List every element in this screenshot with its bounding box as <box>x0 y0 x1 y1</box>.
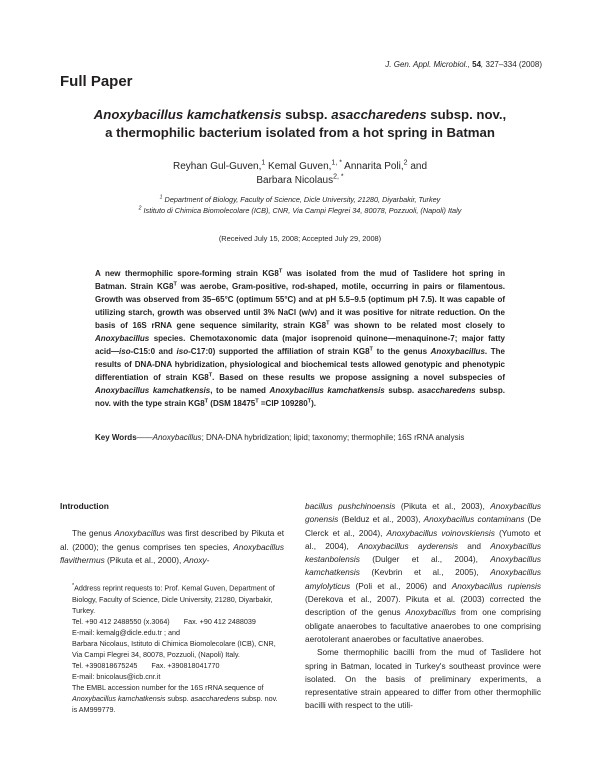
footnote-marker: * <box>72 583 75 590</box>
keyword-list: ; DNA-DNA hybridization; lipid; taxonomy; thermophile; 16S rRNA analysis <box>201 433 465 442</box>
footnote-correspondence: *Address reprint requests to: Prof. Kemal Guven, Department of Biology, Faculty of Science, Dicle University, 21280, Diyarbakir, Turkey. <box>72 583 275 615</box>
affiliation-2 <box>60 206 540 217</box>
paper-title <box>60 106 540 142</box>
introduction-heading: Introduction <box>60 501 109 511</box>
journal-reference: J. Gen. Appl. Microbiol., 54, 327–334 (2008) <box>385 60 542 69</box>
title-species: Anoxybacillus kamchatkensis <box>93 107 282 122</box>
intro-paragraph-1-continued: bacillus pushchinoensis (Pikuta et al., 2003), Anoxybacillus gonensis (Belduz et al., 2003), Anoxybacillus contaminans (De Clerck et al., 2004), Anoxybacillus voinovskiensis (Yumoto et al., 2004), Anoxybacillus ayderensis and Anoxybacillus kestanbolensis (Dulger et al., 2004), Anoxybacillus kamchatkensis (Kevbrin et al., 2005), Anoxybacillus amylolyticus (Poli et al., 2006) and Anoxybacillus rupiensis (Derekova et al., 2007). Pikuta et al. (2003) corrected the description of the genus Anoxybacillus from one comprising obligate anaerobes to facultative anaerobes to one comprising aerotolerant anaerobes or facultative anaerobes. <box>305 501 542 644</box>
footnote-contact-1: Tel. +90 412 2488550 (x.3064) Fax. +90 412 2488039 <box>72 616 256 626</box>
author-affil-marker: 2, * <box>333 173 344 181</box>
footnote-embl: The EMBL accession number for the 16S rRNA sequence of Anoxybacillus kamchatkensis subsp. asaccharedens subsp. nov. is AM999779. <box>72 682 278 714</box>
affiliation-number: 2 <box>138 205 142 212</box>
received-dates: (Received July 15, 2008; Accepted July 29, 2008) <box>218 234 382 243</box>
author-line-1 <box>60 160 540 174</box>
intro-paragraph-2: Some thermophilic bacilli from the mud of Taslidere hot spring in Batman, located in Turkey's southeast province were isolated. On the basis of preliminary experiments, a representative strain appeared to differ from other thermophilic bacilli with respect to the utili- <box>305 647 541 711</box>
affiliation-text: Department of Biology, Faculty of Science, Dicle University, 21280, Diyarbakir, Turkey <box>164 195 441 204</box>
author-affil-marker: 1, * <box>331 159 342 167</box>
footnote-correspondence-2: Barbara Nicolaus, Istituto di Chimica Biomolecolare (ICB), CNR, Via Campi Flegrei 34, 80078, Pozzuoli, (Napoli) Italy. <box>72 638 276 659</box>
abstract: A new thermophilic spore-forming strain $KG8^T$ was isolated from the mud of Taslidere hot spring in Batman. Strain $KG8^T$ was aerobe, Gram-positive, rod-shaped, motile, occurring in pairs or filamentous. Growth was observed from 35–65°C (optimum 55°C) and at pH 5.5–9.5 (optimum pH 7.5). It was capable of utilizing starch, growth was observed until 3% NaCl (w/v) and it was positive for nitrate reduction. On the basis of 16S rRNA gene sequence similarity, strain $KG8^T$ was shown to be related most closely to Anoxybacillus species. Chemotaxonomic data (major isoprenoid quinone—menaquinone-7; major fatty acid—iso-C15:0 and iso-C17:0) supported the affiliation of strain $KG8^T$ to the genus Anoxybacillus. The results of DNA-DNA hybridization, physiological and biochemical tests allowed genotypic and phenotypic differentiation of strain $KG8^T$. Based on these results we propose assigning a novel subspecies of Anoxybacillus kamchatkensis, to be named Anoxybacillus kamchatkensis subsp. asaccharedens subsp. nov. with the type strain $KG8^T$ (DSM $18475^T =CIP$ $109280^T$). <box>95 268 505 408</box>
author-affil-marker: 1 <box>261 159 266 167</box>
title-epithet: asaccharedens <box>331 107 427 122</box>
author-list <box>60 160 540 188</box>
affiliation-number: 1 <box>159 194 163 201</box>
title-subsp-nov: subsp. nov., <box>430 107 507 122</box>
affiliation-text: Istituto di Chimica Biomolecolare (ICB), CNR, Via Campi Flegrei 34, 80078, Pozzuoli, (Napoli) Italy <box>143 205 462 215</box>
author-name: Barbara Nicolaus <box>256 175 334 186</box>
keywords <box>95 431 505 444</box>
keyword: Anoxybacillus <box>152 433 202 442</box>
left-column <box>60 500 284 715</box>
title-line-2: a thermophilic bacterium isolated from a hot spring in Batman <box>105 125 495 140</box>
title-subsp: subsp. <box>285 107 328 122</box>
keywords-dash: —— <box>136 433 153 442</box>
author-affil-marker: 2 <box>403 159 408 167</box>
author-name: Annarita Poli, <box>344 161 404 172</box>
footnote-contact-2: Tel. +390818675245 Fax. +390818041770 <box>72 660 220 670</box>
keywords-label: Key Words <box>95 433 137 442</box>
author-conjunction: and <box>410 161 428 172</box>
affiliations <box>60 195 540 216</box>
author-line-2 <box>60 174 540 188</box>
author-name: Reyhan Gul-Guven, <box>172 161 262 172</box>
journal-name: J. Gen. Appl. Microbiol. <box>385 60 468 69</box>
title-line-1 <box>60 106 540 124</box>
author-name: Kemal Guven, <box>268 161 332 172</box>
section-label: Full Paper <box>60 73 133 90</box>
affiliation-1 <box>60 195 540 206</box>
right-column <box>305 500 541 713</box>
footnote-email-1: E-mail: kemalg@dicle.edu.tr ; and <box>72 627 180 637</box>
footnotes <box>60 581 284 714</box>
footnote-email-2: E-mail: bnicolaus@icb.cnr.it <box>72 671 161 681</box>
intro-paragraph-1: The genus Anoxybacillus was first described by Pikuta et al. (2000); the genus comprises ten species, Anoxybacillus flavithermus (Pikuta et al., 2000), Anoxy- <box>60 528 285 565</box>
journal-pages: 327–334 (2008) <box>485 60 542 69</box>
journal-volume: 54 <box>472 60 482 69</box>
